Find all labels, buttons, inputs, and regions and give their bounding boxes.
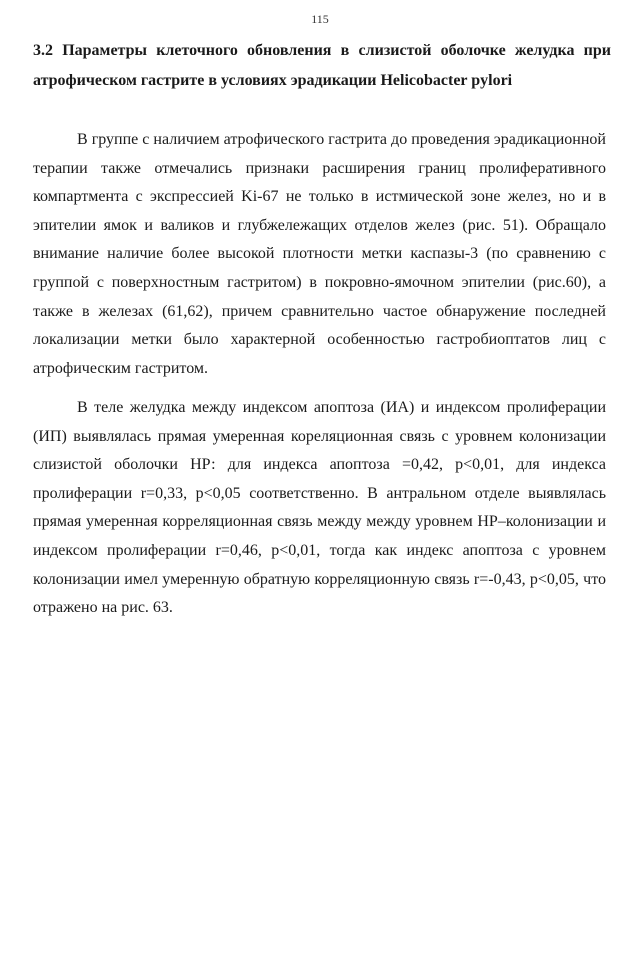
- page-number: 115: [311, 12, 329, 26]
- section-heading: 3.2 Параметры клеточного обновления в слизистой оболочке желудка при атрофическом гастрите в условиях эрадикации Helicobacter pylori: [33, 42, 611, 89]
- paragraph-correlation: В теле желудка между индексом апоптоза (ИА) и индексом пролиферации (ИП) выявлялась прямая умеренная кореляционная связь с уровнем колонизации слизистой оболочки НР: для индекса апоптоза =0,42, р<0,01, для индекса пролиферации r=0,33, р<0,05 соответственно. В антральном отделе выявлялась прямая умеренная корреляционная связь между между уровнем НР–колонизации и индексом пролиферации r=0,46, р<0,01, тогда как индекс апоптоза с уровнем колонизации имел умеренную обратную корреляционную связь r=-0,43, р<0,05, что отражено на рис. 63.: [33, 399, 606, 617]
- paragraph-atrophic-gastritis: В группе с наличием атрофического гастрита до проведения эрадикационной терапии также отмечались признаки расширения границ пролиферативного компартмента с экспрессией Ki-67 не только в истмической зоне желез, но и в эпителии ямок и валиков и глубжележащих отделов желез (рис. 51). Обращало внимание наличие более высокой плотности метки каспазы-3 (по сравнению с группой с поверхностным гастритом) в покровно-ямочном эпителии (рис.60), а также в железах (61,62), причем сравнительно частое обнаружение последней локализации метки было характерной особенностью гастробиоптатов лиц с атрофическим гастритом.: [33, 131, 606, 377]
